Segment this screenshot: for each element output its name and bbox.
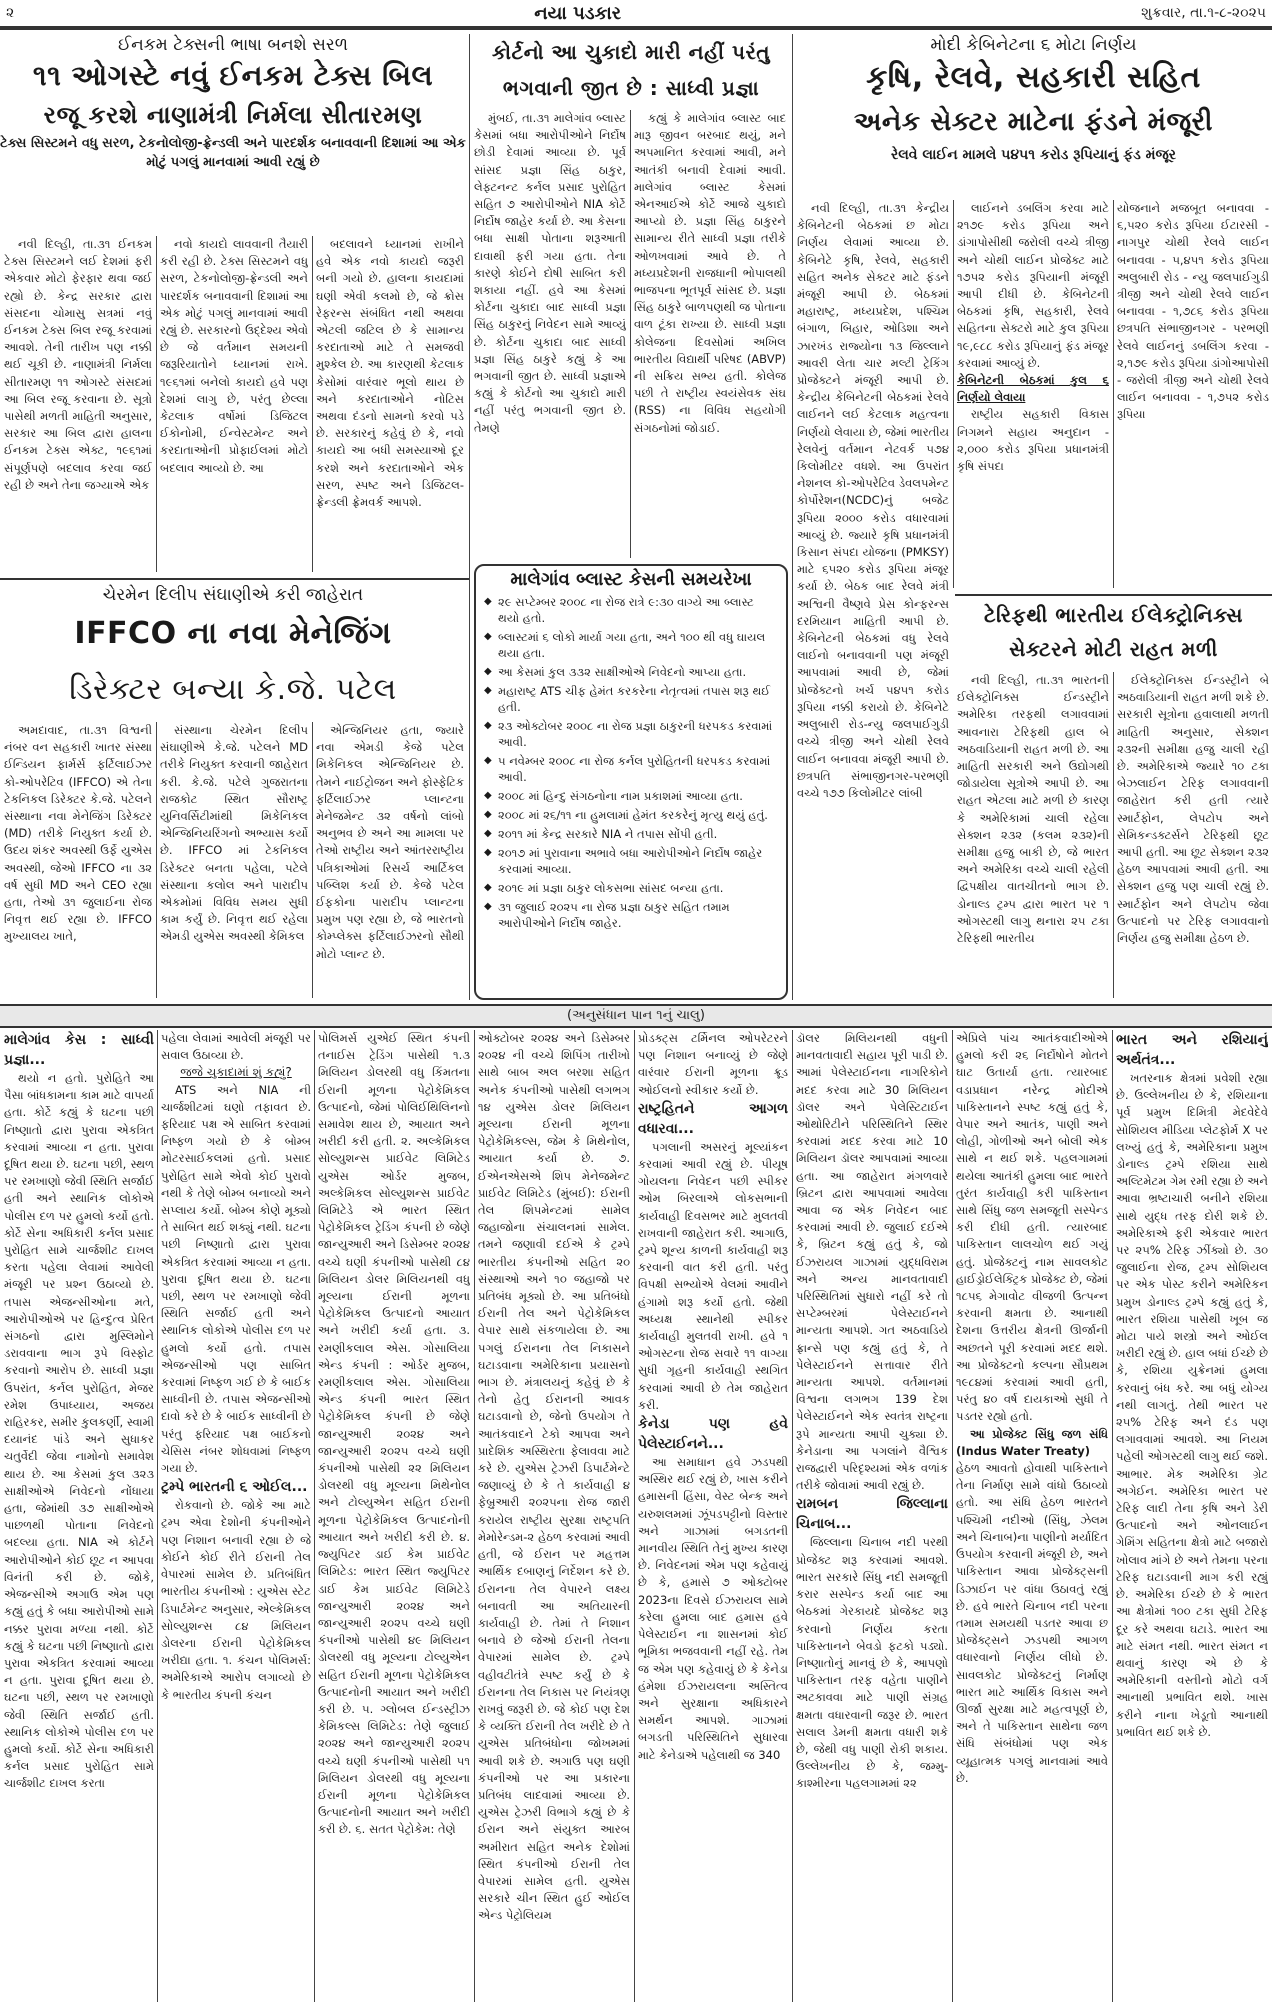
- article-text: એન્જિનિયર હતા, જ્યારે નવા એમડી કેજે પટેલ મિકેનિકલ એન્જિનિયર છે. તેમને નાઈટ્રોજન અને ફોસ્ફેટિક ફર્ટિલાઈઝર પ્લાન્ટના મેનેજમેન્ટ ૩૨ વર્ષનો લાંબો અનુભવ છે અને આ મામલા પર તેઓ રાષ્ટ્રીય અને આંતરરાષ્ટ્રીય પત્રિકાઓમાં રિસર્ચ આર્ટિકલ પબ્લિશ કર્યા છે. કેજે પટેલ ઈફકોના પારાદીપ પ્લાન્ટના પ્રમુખ પણ રહ્યા છે, જે ભારતનો કોમ્પ્લેક્સ ફર્ટિલાઈઝરનો સૌથી મોટો પ્લાન્ટ છે.: [316, 723, 464, 961]
- newspaper-title: નયા પડકાર: [534, 2, 622, 24]
- timeline-item: ◆ આ કેસમાં કુલ ૩૩૨ સાક્ષીઓએ નિવેદનો આપ્યા હતા.: [484, 664, 778, 680]
- cont-col-8: [1116, 1030, 1268, 2002]
- iffco-headline-2: ડિરેક્ટર બન્યા કે.જે. પટેલ: [69, 672, 397, 707]
- section-divider: [469, 34, 470, 1000]
- article-text: હેઠળ આવતો હોવાથી પાકિસ્તાને તેના નિર્માણ સામે વાંધો ઉઠાવ્યો હતો. આ સંધિ હેઠળ ભારતને પશ્ચિમી નદીઓ (સિંધુ, ઝેલમ અને ચિનાબ)ના પાણીનો મર્યાદિત ઉપયોગ કરવાની મંજૂરી છે, અને પાકિસ્તાન આવા પ્રોજેક્ટ્સની ડિઝાઈન પર વાંધા ઉઠાવતું રહ્યું છે. હવે ભારતે ચિનાબ નદી પરના તમામ સમયથી પડતર આવા છ પ્રોજેક્ટ્સને ઝડપથી આગળ વધારવાનો નિર્ણય લીધો છે. સાવલકોટ પ્રોજેક્ટનું નિર્માણ ભારત માટે આર્થિક વિકાસ અને ઊર્જા સુરક્ષા માટે મહત્વપૂર્ણ છે, અને તે પાકિસ્તાન સાથેના જળ સંધિ સંબંધોમાં પણ એક વ્યૂહાત્મક પગલું માનવામાં આવે છે.: [956, 1461, 1108, 1785]
- article-text: ATS અને NIA ની ચાર્જશીટમાં ઘણો તફાવત છે. ફરિયાદ પક્ષ એ સાબિત કરવામાં નિષ્ફળ ગયો છે કે બોમ્બ મોટરસાઈકલમાં હતો. પ્રસાદ પુરોહિત સામે એવો કોઈ પુરાવો નથી કે તેણે બોમ્બ બનાવ્યો અને સપ્લાય કર્યો. બોમ્બ કોણે મૂક્યો તે સાબિત થઈ શક્યું નથી. ઘટના પછી નિષ્ણાતો દ્વારા પુરાવા એકત્રિત કરવામાં આવ્યા ન હતા. પુરાવા દૂષિત થયા છે. ઘટના પછી, સ્થળ પર રમખાણો જેવી સ્થિતિ સર્જાઈ હતી અને સ્થાનિક લોકોએ પોલીસ દળ પર હુમલો કર્યો હતો. તપાસ એજન્સીઓ પણ સાબિત કરવામાં નિષ્ફળ ગઈ છે કે બાઈક સાધ્વીની છે. તપાસ એજન્સીઓ દાવો કરે છે કે બાઈક સાધ્વીની છે પરંતુ ફરિયાદ પક્ષ બાઈકનો ચેસિસ નંબર શોધવામાં નિષ્ફળ ગયા છે.: [161, 1082, 311, 1476]
- income-tax-col-1: [4, 236, 152, 572]
- timeline-box: [474, 564, 788, 1000]
- article-text: લાઈનને ડબલિંગ કરવા માટે ૨૧૭૯ કરોડ રૂપિયા અને ડાંગાપોસીથી જરોલી વચ્ચે ત્રીજી અને ચોથી લાઈન પ્રોજેક્ટ માટે ૧૭૫૨ કરોડ રૂપિયાની મંજૂરી આપી દીધી છે. કેબિનેટની બેઠકમાં કૃષિ, સહકારી, રેલવે સહિતના સેક્ટરો માટે કુલ રૂપિયા ૧૯,૯૮૮ કરોડ રૂપિયાનું ફંડ મંજૂર કરવામાં આવ્યું છે.: [957, 201, 1109, 370]
- cabinet-col-3: [1117, 200, 1269, 588]
- column-divider: [156, 236, 157, 572]
- iffco-col-3: [316, 722, 464, 998]
- masthead: [0, 0, 1272, 26]
- timeline-item: ◆ ૩૧ જુલાઈ ૨૦૨૫ ના રોજ પ્રજ્ઞા ઠાકુર સહિત તમામ આરોપીઓને નિર્દોષ જાહેર.: [484, 899, 778, 931]
- story-electronics: [955, 598, 1272, 668]
- iffco-col-2: [160, 722, 308, 998]
- timeline-item: ◆ ૨૩ ઓક્ટોબર ૨૦૦૮ ના રોજ પ્રજ્ઞા ઠાકુરની ધરપકડ કરવામાં આવી.: [484, 718, 778, 750]
- article-text: નવી દિલ્હી, તા.૩૧ ઈનકમ ટેક્સ સિસ્ટમને લઈ દેશમાં ફરી એકવાર મોટો ફેરફાર થવા જઈ રહ્યો છે. કેન્દ્ર સરકાર દ્વારા સંસદના ચોમાસુ સત્રમાં નવું ઈનકમ ટેક્સ બિલ રજૂ કરવામાં આવશે. તેની તારીખ પણ નક્કી થઈ ચૂકી છે. નાણામંત્રી નિર્મલા સીતારમણ ૧૧ ઓગસ્ટે સંસદમાં આ બિલ રજૂ કરવાના છે. સૂત્રો પાસેથી મળતી માહિતી અનુસાર, સરકાર આ બિલ દ્વારા હાલના ઈનકમ ટેક્સ એક્ટ, ૧૯૬૧માં સંપૂર્ણપણે બદલાવ કરવા જઈ રહી છે અને તેના જગ્યાએ એક: [4, 237, 152, 492]
- electronics-headline-2: સેક્ટરને મોટી રાહત મળી: [1009, 637, 1218, 661]
- electronics-col-2: [1117, 672, 1269, 998]
- story-income-tax: [0, 34, 466, 230]
- column-divider: [157, 1030, 158, 2002]
- income-tax-kicker: ઈનકમ ટેક્સની ભાષા બનશે સરળ: [118, 35, 348, 55]
- article-text: ઈલેક્ટ્રોનિક્સ ઈન્ડસ્ટ્રીને બે અઠવાડિયાની રાહત મળી શકે છે. સરકારી સૂત્રોના હવાલાથી મળતી માહિતી અનુસાર, સેક્શન ૨૩૨ની સમીક્ષા હજુ ચાલી રહી છે. અમેરિકાએ જ્યારે ૧૦ ટકા બેઝલાઈન ટેરિફ લગાવવાની જાહેરાત કરી હતી ત્યારે સ્માર્ટફોન, લેપટોપ અને સેમિકન્ડક્ટર્સને ટેરિફથી છૂટ આપી હતી. આ છૂટ સેક્શન ૨૩૨ હેઠળ આપવામાં આવી હતી. આ સેક્શન હજુ પણ ચાલી રહ્યું છે. સ્માર્ટફોન અને લેપટોપ જેવા ઉત્પાદનો પર ટેરિફ લગાવવાનો નિર્ણય હજુ સમીક્ષા હેઠળ છે.: [1117, 673, 1269, 946]
- income-tax-col-2: [160, 236, 308, 572]
- article-text: થયો ન હતો. પુરોહિતે આ પૈસા બાંધકામના કામ માટે વાપર્યા હતા. કોર્ટે કહ્યું કે ઘટના પછી નિષ્ણાતો દ્વારા પુરાવા એકત્રિત કરવામાં આવ્યા ન હતા. પુરાવા દૂષિત થયા છે. ઘટના પછી, સ્થળ પર રમખાણો જેવી સ્થિતિ સર્જાઈ હતી અને સ્થાનિક લોકોએ પોલીસ દળ પર હુમલો કર્યો હતો. કોર્ટે સેના અધિકારી કર્નલ પ્રસાદ પુરોહિત સામે ચાર્જશીટ દાખલ કરતા પહેલા લેવામાં આવેલી મંજૂરી પર પ્રશ્ન ઉઠાવ્યો છે. તપાસ એજન્સીઓના મતે, આરોપીઓએ પર હિન્દુત્વ પ્રેરિત સંગઠનો દ્વારા મુસ્લિમોને ડરાવવાના ભાગ રૂપે વિસ્ફોટ કરવાનો આરોપ છે. સાધ્વી પ્રજ્ઞા ઉપરાંત, કર્નલ પુરોહિત, મેજર રમેશ ઉપાધ્યાય, અજય રાહિરકર, સમીર કુલકર્ણી, સ્વામી દયાનંદ પાંડે અને સુધાકર ચતુર્વેદી જેવા નામોનો સમાવેશ થાય છે. આ કેસમાં કુલ ૩૨૩ સાક્ષીઓએ નિવેદનો નોંધાયા હતા, જેમાંથી ૩૭ સાક્ષીઓએ પાછળથી પોતાના નિવેદનો બદલ્યા હતા. NIA એ કોર્ટને આરોપીઓને કોઈ છૂટ ન આપવા વિનંતી કરી છે. જોકે, એજન્સીએ અગાઉ એમ પણ કહ્યું હતું કે બધા આરોપીઓ સામે નક્કર પુરાવા મળ્યા નથી. કોર્ટે કહ્યું કે ઘટના પછી નિષ્ણાતો દ્વારા પુરાવા એકત્રિત કરવામાં આવ્યા ન હતા. પુરાવા દૂષિત થયા છે. ઘટના પછી, સ્થળ પર રમખાણો જેવી સ્થિતિ સર્જાઈ હતી. સ્થાનિક લોકોએ પોલીસ દળ પર હુમલો કર્યો. કોર્ટે સેના અધિકારી કર્નલ પ્રસાદ પુરોહિત સામે ચાર્જશીટ દાખલ કરતા: [4, 1071, 154, 1791]
- cont-col-3: [318, 1030, 470, 2002]
- cabinet-kicker: મોદી કેબિનેટના ૬ મોટા નિર્ણય: [930, 35, 1137, 55]
- column-divider: [1113, 672, 1114, 998]
- timeline-item: ◆ ૨૦૦૮ માં હિન્દુ સંગઠનોના નામ પ્રકાશમાં આવ્યા હતા.: [484, 788, 778, 804]
- article-text: યોજનાને મજબૂત બનાવવા - ૬,૫૨૦ કરોડ રૂપિયા ઈટારસી - નાગપુર ચોથી રેલવે લાઈન બનાવવા - ૫,૪૫૧ કરોડ રૂપિયા અલુબારી રોડ - ન્યુ જલપાઈગુડી ત્રીજી અને ચોથી રેલવે લાઈન બનાવવા - ૧,૭૮૬ કરોડ રૂપિયા છત્રપતિ સંભાજીનગર - પરભણી રેલવે લાઈનનું ડબલિંગ કરવા - ૨,૧૭૯ કરોડ રૂપિયા ડાંગોઆપોસી - જરોલી ત્રીજી અને ચોથી રેલવે લાઈન બનાવવા - ૧,૭૫૨ કરોડ રૂપિયા: [1117, 201, 1269, 422]
- cont-col-2: [161, 1030, 311, 2002]
- article-text: જિલ્લાના ચિનાબ નદી પરથી પ્રોજેક્ટ શરૂ કરવામાં આવશે. ભારત સરકારે સિંધુ નદી સમજૂતી કરાર સસ્પેન્ડ કર્યા બાદ આ બેઠકમાં ગેરકાયદે પ્રોજેક્ટ શરૂ કરવાનો નિર્ણય કરતા પાકિસ્તાનને બેવડો ફટકો પડ્યો. નિષ્ણાતોનું માનવું છે કે, આપણો પાકિસ્તાન તરફ વહેતા પાણીને અટકાવવા માટે પાણી સંગ્રહ ક્ષમતા વધારવાની જરૂર છે. ભારત સલાલ ડેમની ક્ષમતા વધારી શકે છે, જેથી વધુ પાણી રોકી શકાય. ઉલ્લેખનીય છે કે, જમ્મુ-કાશ્મીરના પહલગામમાં ૨૨: [796, 1535, 948, 1791]
- article-text: નવો કાયદો લાવવાની તૈયારી કરી રહી છે. ટેક્સ સિસ્ટમને વધુ સરળ, ટેકનોલોજી-ફ્રેન્ડલી અને પારદર્શક બનાવવાની દિશામાં આ એક મોટું પગલું માનવામાં આવી રહ્યું છે. સરકારનો ઉદ્દેશ્ય એવો છે જે વર્તમાન સમયની જરૂરિયાતોને ધ્યાનમાં રાખે. ૧૯૬૧માં બનેલો કાયદો હવે પણ દેશમાં લાગુ છે, પરંતુ છેલ્લા કેટલાક વર્ષોમાં ડિજિટલ ઈકોનોમી, ઈન્વેસ્ટમેન્ટ અને કરદાતાઓની પ્રોફાઈલમાં મોટો બદલાવ આવ્યો છે. આ: [160, 237, 308, 475]
- timeline-title: માલેગાંવ બ્લાસ્ટ કેસની સમયરેખા: [510, 569, 752, 590]
- column-divider: [630, 110, 631, 558]
- iffco-kicker: ચેરમેન દિલીપ સંઘાણીએ કરી જાહેરાત: [102, 585, 364, 605]
- article-text: પોલિમર્સ યુએઈ સ્થિત કંપની તનાઈસ ટ્રેડિંગ પાસેથી ૧.૩ મિલિયન ડોલરથી વધુ કિંમતના ઈરાની મૂળના પેટ્રોકેમિકલ ઉત્પાદનો, જેમાં પોલિઈથિલિનનો સમાવેશ થાય છે, આયાત અને ખરીદી કરી હતી. ૨. અલ્કેમિકલ સોલ્યુશન્સ પ્રાઈવેટ લિમિટેડ યુએસ ઓર્ડર મુજબ, અલ્કેમિકલ સોલ્યુશન્સ પ્રાઈવેટ લિમિટેડે એ ભારત સ્થિત પેટ્રોકેમિકલ ટ્રેડિંગ કંપની છે જેણે જાન્યુઆરી અને ડિસેમ્બર ૨૦૨૪ વચ્ચે ઘણી કંપનીઓ પાસેથી ૮૪ મિલિયન ડોલર મિલિયનથી વધુ મૂલ્યના ઈરાની મૂળના પેટ્રોકેમિકલ ઉત્પાદનો આયાત અને ખરીદી કર્યા હતા. ૩. રમણીકલાલ એસ. ગોસાલિયા એન્ડ કંપની : ઓર્ડર મુજબ, રમણીકલાલ એસ. ગોસાલિયા એન્ડ કંપની ભારત સ્થિત પેટ્રોકેમિકલ કંપની છે જેણે જાન્યુઆરી ૨૦૨૪ અને જાન્યુઆરી ૨૦૨૫ વચ્ચે ઘણી કંપનીઓ પાસેથી ૨૨ મિલિયન ડોલરથી વધુ મૂલ્યના મિથેનોલ અને ટોલ્યુએન સહિત ઈરાની મૂળના પેટ્રોકેમિકલ ઉત્પાદનોની આયાત અને ખરીદી કરી છે. ૪. જ્યુપિટર ડાઈ કેમ પ્રાઈવેટ લિમિટેડ: ભારત સ્થિત જ્યુપિટર ડાઈ કેમ પ્રાઈવેટ લિમિટેડે જાન્યુઆરી ૨૦૨૪ અને જાન્યુઆરી ૨૦૨૫ વચ્ચે ઘણી કંપનીઓ પાસેથી ૪૯ મિલિયન ડોલરથી વધુ મૂલ્યના ટોલ્યુએન સહિત ઈરાની મૂળના પેટ્રોકેમિકલ ઉત્પાદનોની આયાત અને ખરીદી કરી છે. ૫. ગ્લોબલ ઈન્ડસ્ટ્રીઝ કેમિકલ્સ લિમિટેડ: તેણે જુલાઈ ૨૦૨૪ અને જાન્યુઆરી ૨૦૨૫ વચ્ચે ઘણી કંપનીઓ પાસેથી ૫૧ મિલિયન ડોલરથી વધુ મૂલ્યના ઈરાની મૂળના પેટ્રોકેમિકલ ઉત્પાદનોની આયાત અને ખરીદી કરી છે. ૬. સતત પેટ્રોકેમ: તેણે: [318, 1031, 470, 1837]
- column-divider: [952, 1030, 953, 2002]
- cont-subheading-indus: આ પ્રોજેક્ટ સિંધુ જળ સંધિ (Indus Water Treaty): [956, 1426, 1108, 1458]
- article-text: પગલાની અસરનું મૂલ્યાંકન કરવામાં આવી રહ્યું છે. પીયૂષ ગોયલના નિવેદન પછી સ્પીકર ઓમ બિરલાએ લોકસભાની કાર્યવાહી દિવસભર માટે મુલતવી રાખવાની જાહેરાત કરી. આગાઉ, ટ્રમ્પે શૂન્ય કાળની કાર્યવાહી શરૂ કરવાની વાત કરી હતી. પરંતુ વિપક્ષી સભ્યોએ વેલમાં આવીને હંગામો શરૂ કર્યો હતો. જેથી અધ્યક્ષ સ્થાનેથી સ્પીકર કાર્યવાહી મુલતવી રાખી. હવે ૧ ઓગસ્ટના રોજ સવારે ૧૧ વાગ્યા સુધી ગૃહની કાર્યવાહી સ્થગિત કરવામાં આવી છે તેમ જાહેરાત કરી.: [638, 1139, 788, 1412]
- timeline-item: ◆ ૨૦૧૭ માં પુરાવાના અભાવે બધા આરોપીઓને નિર્દોષ જાહેર કરવામાં આવ્યા.: [484, 845, 778, 877]
- article-text: નવી દિલ્હી, તા.૩૧ કેન્દ્રીય કેબિનેટની બેઠકમાં છ મોટા નિર્ણય લેવામાં આવ્યા છે. કેબિનેટે કૃષિ, રેલવે, સહકારી સહિત અનેક સેક્ટર માટે ફંડને મંજૂરી આપી છે. બેઠકમાં મહારાષ્ટ્ર, મધ્યપ્રદેશ, પશ્ચિમ બંગાળ, બિહાર, ઓડિશા અને ઝારખંડ રાજ્યોના ૧૩ જિલ્લાને આવરી લેતા ચાર મલ્ટી ટ્રેકિંગ પ્રોજેક્ટને મંજૂરી આપી છે. કેન્દ્રીય કેબિનેટની બેઠકમાં રેલવે લાઈનને લઈ કેટલાક મહત્વના નિર્ણયો લેવાયા છે, જેમાં ભારતીય રેલવેનું વર્તમાન નેટવર્ક ૫૭૪ કિલોમીટર વધશે. આ ઉપરાંત નેશનલ કો-ઓપરેટિવ ડેવલપમેન્ટ કોર્પોરેશન(NCDC)નું બજેટ રૂપિયા ૨૦૦૦ કરોડ વધારવામાં આવ્યું છે. જ્યારે કૃષિ પ્રધાનમંત્રી કિસાન સંપદા યોજના (PMKSY) માટે ૬૫૨૦ કરોડ રૂપિયા મંજૂર કર્યા છે. બેઠક બાદ રેલવે મંત્રી અશ્વિની વૈષ્ણવે પ્રેસ કોન્ફરન્સ દરમિયાન માહિતી આપી છે. કેબિનેટની બેઠકમાં વધુ રેલવે લાઈનો બનાવવાની પણ મંજૂરી આપવામાં આવી છે, જેમાં પ્રોજેક્ટનો ખર્ચ ૫૪૫૧ કરોડ રૂપિયા નક્કી કરાયો છે. કેબિનેટે અલુબારી રોડ-ન્યુ જલપાઈગુડી વચ્ચે ત્રીજી અને ચોથી રેલવે લાઈન બનાવવા મંજૂરી આપી છે. છત્રપતિ સંભાજીનગર-પરભણી વચ્ચે ૧૭૭ કિલોમીટર લાંબી: [797, 201, 949, 800]
- article-text: પ્રોડક્ટ્સ ટર્મિનલ ઓપરેટરને પણ નિશાન બનાવ્યું છે જેણે વારંવાર ઈરાની મૂળના ક્રૂડ ઓઈલનો સ્વીકાર કર્યો છે.: [638, 1031, 788, 1097]
- article-text: નવી દિલ્હી, તા.૩૧ ભારતની ઈલેક્ટ્રોનિક્સ ઈન્ડસ્ટ્રીને અમેરિકા તરફથી લગાવવામાં આવનારા ટેરિફથી હાલ બે અઠવાડિયાની રાહત મળી છે. આ માહિતી સરકારી અને ઉદ્યોગથી જોડાયેલા સૂત્રોએ આપી છે. આ રાહત એટલા માટે મળી છે કારણ કે અમેરિકામાં ચાલી રહેલા સેક્શન ૨૩૨ (કલમ ૨૩૨)ની સમીક્ષા હજુ બાકી છે, જે ભારત અને અમેરિકા વચ્ચે ચાલી રહેલી દ્વિપક્ષીય વાતચીતનો ભાગ છે. ડોનાલ્ડ ટ્રમ્પ દ્વારા ભારત પર ૧ ઓગસ્ટથી લાગુ થનારા ૨૫ ટકા ટેરિફથી ભારતીય: [957, 673, 1109, 946]
- cont-heading-russia: ભારત અને રશિયાનું અર્થતંત્ર...: [1116, 1032, 1268, 1068]
- story-iffco: [0, 584, 466, 718]
- story-court: [472, 34, 790, 106]
- timeline-item: ◆ ૨૯ સપ્ટેમ્બર ૨૦૦૮ ના રોજ રાત્રે ૯:૩૦ વાગ્યે આ બ્લાસ્ટ થયો હતો.: [484, 594, 778, 626]
- cont-col-5: [638, 1030, 788, 2002]
- cabinet-headline-1: કૃષિ, રેલવે, સહકારી સહિત: [866, 60, 1201, 95]
- article-text: ખતરનાક ક્ષેત્રમાં પ્રવેશી રહ્યા છે. ઉલ્લેખનીય છે કે, રશિયાના પૂર્વ પ્રમુખ દિમિત્રી મેદવેદેવે સોશિયલ મીડિયા પ્લેટફોર્મ X પર લખ્યું હતું કે, અમેરિકાના પ્રમુખ ડોનાલ્ડ ટ્રમ્પે રશિયા સાથે અલ્ટિમેટમ ગેમ રમી રહ્યા છે અને આવા ભ્રષ્ટાચારી બનીને રશિયા સાથે યુદ્ધ તરફ દોરી શકે છે. અમેરિકાએ ફરી એકવાર ભારત પર ૨૫% ટેરિફ ઝીંક્યો છે. ૩૦ જુલાઈના રોજ, ટ્રમ્પ સોશિયલ પર એક પોસ્ટ કરીને અમેરિકન પ્રમુખ ડોનાલ્ડ ટ્રમ્પે કહ્યું હતું કે, ભારત રશિયા પાસેથી ખૂબ જ મોટા પાયે શસ્ત્રો અને ઓઈલ ખરીદી રહ્યું છે. હાલ બધાં ઈચ્છે છે કે, રશિયા યુક્રેનમાં હુમલા કરવાનું બંધ કરે. આ બધું યોગ્ય નથી લાગતું. તેથી ભારત પર ૨૫% ટેરિફ અને દંડ પણ લગાવવામાં આવશે. આ નિયમ પહેલી ઓગસ્ટથી લાગુ થઈ જશે. આભાર. મેક અમેરિકા ગ્રેટ અગેઈન. અમેરિકા ભારત પર ટેરિફ લાદી તેના કૃષિ અને ડેરી ઉત્પાદનો અને ઓનલાઈન ગેમિંગ સહિતના ક્ષેત્રો માટે બજારો ખોલાવ માંગે છે અને તેમના પરના ટેરિફ ઘટાડવાની માગ કરી રહ્યું છે. અમેરિકા ઈચ્છે છે કે ભારત આ ક્ષેત્રોમાં ૧૦૦ ટકા સુધી ટેરિફ દૂર કરે અથવા ઘટાડે. ભારત આ માટે સંમત નથી. ભારત સંમત ન થવાનું કારણ એ છે કે અમેરિકાની વસ્તીનો મોટો વર્ગ આનાથી પ્રભાવિત થશે. ખાસ કરીને નાના ખેડૂતો આનાથી પ્રભાવિત થઈ શકે છે.: [1116, 1071, 1268, 1739]
- electronics-col-1: [957, 672, 1109, 998]
- column-divider: [312, 722, 313, 998]
- cont-col-4: [478, 1030, 630, 2002]
- column-divider: [474, 1030, 475, 2002]
- cont-col-1: [4, 1030, 154, 2002]
- income-tax-headline-1: ૧૧ ઓગસ્ટે નવું ઈનકમ ટેક્સ બિલ: [32, 59, 434, 92]
- cabinet-subheading: કેબિનેટની બેઠકમાં કુલ ૬ નિર્ણયો લેવાયા: [957, 373, 1109, 405]
- column-divider: [953, 200, 954, 588]
- column-divider: [312, 236, 313, 572]
- cont-heading-trump-oil: ટ્રમ્પે ભારતની ૬ ઓઈલ...: [161, 1479, 308, 1496]
- electronics-headline-1: ટેરિફથી ભારતીય ઈલેક્ટ્રોનિક્સ: [984, 603, 1243, 627]
- cont-heading-ramban: રામબન જિલ્લાના ચિનાબ...: [796, 1496, 948, 1533]
- issue-date: શુક્રવાર, તા.૧-૮-૨૦૨૫: [1141, 5, 1266, 21]
- timeline-item: ◆ ૨૦૦૮ માં ૨૬/૧૧ ના હુમલામાં હેમંત કરકરેનું મૃત્યુ થયું હતું.: [484, 807, 778, 823]
- court-col-1: [474, 110, 626, 558]
- section-rule: [955, 594, 1272, 596]
- cabinet-headline-2: અનેક સેક્ટર માટેના ફંડને મંજૂરી: [853, 107, 1213, 137]
- timeline-list: [476, 594, 786, 931]
- column-divider: [792, 1030, 793, 2002]
- cont-heading-canada: કેનેડા પણ હવે પેલેસ્ટાઈનને...: [638, 1416, 788, 1453]
- income-tax-col-3: [316, 236, 464, 572]
- cont-heading-national-interest: રાષ્ટ્રહિતને આગળ વધારવા...: [638, 1100, 788, 1137]
- cont-col-7: [956, 1030, 1108, 2002]
- section-divider: [792, 34, 793, 1000]
- cont-heading-malegaon: માલેગાંવ કેસ : સાધ્વી પ્રજ્ઞા...: [4, 1032, 154, 1068]
- article-text: મુંબઈ, તા.૩૧ માલેગાંવ બ્લાસ્ટ કેસમાં બધા આરોપીઓને નિર્દોષ છોડી દેવામાં આવ્યા છે. પૂર્વ સાંસદ પ્રજ્ઞા સિંહ ઠાકુર, લેફ્ટનન્ટ કર્નલ પ્રસાદ પુરોહિત સહિત ૭ આરોપીઓને NIA કોર્ટે નિર્દોષ જાહેર કર્યા છે. આ કેસના બધા સાક્ષી પોતાના શરૂઆતી દાવાથી ફરી ગયા હતા. તેના કારણે કોઈને દોષી સાબિત કરી શકાયા નહીં. હવે આ કેસમાં કોર્ટના ચુકાદા બાદ સાધ્વી પ્રજ્ઞા સિંહ ઠાકુરનું નિવેદન સામે આવ્યું છે. કોર્ટના ચુકાદા બાદ સાધ્વી પ્રજ્ઞા સિંહ ઠાકુરે કહ્યું કે આ ભગવાની જીત છે. સાધ્વી પ્રજ્ઞાએ કહ્યું કે કોર્ટનો આ ચુકાદો મારી નહીં પરંતુ ભગવાની જીત છે. તેમણે: [474, 111, 626, 435]
- timeline-item: ◆ મહારાષ્ટ્ર ATS ચીફ હેમંત કરકરેના નેતૃત્વમાં તપાસ શરૂ થઈ હતી.: [484, 683, 778, 715]
- court-headline-2: ભગવાની જીત છે : સાધ્વી પ્રજ્ઞા: [502, 76, 760, 100]
- timeline-item: ◆ ૫ નવેમ્બર ૨૦૦૮ ના રોજ કર્નલ પુરોહિતની ધરપકડ કરવામાં આવી.: [484, 753, 778, 785]
- income-tax-deck: ટેક્સ સિસ્ટમને વધુ સરળ, ટેકનોલોજી-ફ્રેન્ડલી અને પારદર્શક બનાવવાની દિશામાં આ એક મોટું પગલું માનવામાં આવી રહ્યું છે: [0, 136, 466, 170]
- article-text: ડૉલર મિલિયનથી વધુની માનવતાવાદી સહાય પૂરી પાડી છે. આમાં પેલેસ્ટાઈનના નાગરિકોને મદદ કરવા માટે 30 મિલિયન ડૉલર અને પેલેસ્ટિટાઈન ઓથોરિટીને પરિસ્થિતિને સ્થિર કરવામાં મદદ કરવા માટે 10 મિલિયન ડૉલર આપવામાં આવ્યા હતા. આ જાહેરાત મંગળવારે બ્રિટન દ્વારા આપવામાં આવેલા આવા જ એક નિવેદન બાદ કરવામાં આવી છે. જુલાઈ દઈએ કે, બ્રિટન કહ્યું હતું કે, જો ઈઝરાયલ ગાઝામાં યુદ્ધવિરામ અને અન્ય માનવતાવાદી પરિસ્થિતિમાં સુધારો નહીં કરે તો સપ્ટેમ્બરમાં પેલેસ્ટાઈનને માન્યતા આપશે. ગત અઠવાડિયે ફ્રાન્સે પણ કહ્યું હતું કે, તે પેલેસ્ટાઈનને સત્તાવાર રીતે માન્યતા આપશે. વર્તમાનમાં વિશ્વના લગભગ 139 દેશ પેલેસ્ટાઈનને એક સ્વતંત્ર રાષ્ટ્રના રૂપે માન્યતા આપી ચુક્યા છે. કેનેડાના આ પગલાંને વૈશ્વિક રાજદ્વારી પરિદૃશ્યમાં એક વળાંક તરીકે જોવામાં આવી રહ્યું છે.: [796, 1031, 948, 1493]
- article-text: એપ્રિલે પાંચ આતંકવાદીઓએ હુમલો કરી ૨૬ નિર્દોષોને મોતને ઘાટ ઉતાર્યા હતા. ત્યારબાદ વડાપ્રધાન નરેન્દ્ર મોદીએ પાકિસ્તાનને સ્પષ્ટ કહ્યું હતું કે, વેપાર અને આતંક, પાણી અને લોહી, ગોળીઓ અને બોલી એક સાથે ન થઈ શકે. પહલગામમાં થયેલા આતંકી હુમલા બાદ ભારતે તુરંત કાર્યવાહી કરી પાકિસ્તાન સાથે સિંધુ જળ સમજૂતી સસ્પેન્ડ કરી દીધી હતી. ત્યારબાદ પાકિસ્તાન લાલચોળ થઈ ગયું હતું. પ્રોજેક્ટનું નામ સાવલકોટ હાઈડ્રોઈલેક્ટ્રિક પ્રોજેક્ટ છે, જેમાં ૧૮૫૬ મેગાવોટ વીજળી ઉત્પન્ન કરવાની ક્ષમતા છે. આનાથી દેશના ઉત્તરીય ક્ષેત્રની ઊર્જાની અછતને પૂરી કરવામાં મદદ થશે. આ પ્રોજેક્ટનો કલ્પના સૌપ્રથમ ૧૯૮૪માં કરવામાં આવી હતી, પરંતુ ૪૦ વર્ષ દાયકાઓ સુધી તે પડતર રહ્યો હતો.: [956, 1031, 1108, 1424]
- page-number: ૨: [6, 5, 15, 21]
- timeline-item: ◆ બ્લાસ્ટમાં ૬ લોકો માર્યા ગયા હતા, અને ૧૦૦ થી વધુ ઘાયલ થયા હતા.: [484, 629, 778, 661]
- court-headline-1: કોર્ટનો આ ચુકાદો મારી નહીં પરંતુ: [491, 40, 771, 64]
- article-text: રાષ્ટ્રીય સહકારી વિકાસ નિગમને સહાય અનુદાન - ૨,૦૦૦ કરોડ રૂપિયા પ્રધાનમંત્રી કૃષિ સંપદા: [957, 407, 1109, 474]
- timeline-item: ◆ ૨૦૧૧ માં કેન્દ્ર સરકારે NIA ને તપાસ સોંપી હતી.: [484, 826, 778, 842]
- income-tax-headline-2: રજૂ કરશે નાણામંત્રી નિર્મલા સીતારમણ: [43, 101, 423, 129]
- court-col-2: [634, 110, 786, 558]
- article-text: રોકવાનો છે. જોકે આ માટે ટ્રમ્પ એવા દેશોની કંપનીઓને પણ નિશાન બનાવી રહ્યા છે જે કોઈને કોઈ રીતે ઈરાની તેલ વેપારમાં સામેલ છે. પ્રતિબંધિત ભારતીય કંપનીઓ : યુએસ સ્ટેટ ડિપાર્ટમેન્ટ અનુસાર, એલ્કેમિકલ સોલ્યુશન્સ ૮૪ મિલિયન ડોલરના ઈરાની પેટ્રોકેમિકલ ખરીદ્યા હતા. ૧. કંચન પોલિમર્સ: અમેરિકાએ આરોપ લગાવ્યો છે કે ભારતીય કંપની કંચન: [161, 1498, 311, 1702]
- iffco-headline-1: IFFCO ના નવા મેનેજિંગ: [74, 616, 392, 651]
- column-divider: [156, 722, 157, 998]
- article-text: બદલાવને ધ્યાનમાં રાખીને હવે એક નવો કાયદો જરૂરી બની ગયો છે. હાલના કાયદામાં ઘણી એવી કલમો છે, જે ક્રોસ રેફરન્સ સંબંધિત નથી અથવા એટલી જટિલ છે કે સામાન્ય કરદાતાઓ માટે તે સમજવી મુશ્કેલ છે. આ કારણથી કેટલાક કેસોમાં વારંવાર ભૂલો થાય છે અને કરદાતાઓને નોટિસ અથવા દંડનો સામનો કરવો પડે છે. સરકારનું કહેવું છે કે, નવો કાયદો આ બધી સમસ્યાઓ દૂર કરશે અને કરદાતાઓને એક સરળ, સ્પષ્ટ અને ડિજિટલ-ફ્રેન્ડલી ફ્રેમવર્ક આપશે.: [316, 237, 464, 510]
- masthead-rule: [0, 26, 1272, 30]
- section-rule: [0, 578, 469, 580]
- column-divider: [634, 1030, 635, 2002]
- article-text: આ સમાધાન હવે ઝડપથી અસ્થિર થઈ રહ્યું છે, ખાસ કરીને હમાસની હિંસા, વેસ્ટ બેન્ક અને યરુશલમમાં ઝૂંપડપટ્ટીનો વિસ્તાર અને ગાઝામાં બગડતની માનવીય સ્થિતિ તેનું મુખ્ય કારણ છે. નિવેદનમાં એમ પણ કહેવાયું છે કે, હમાસે ૭ ઓક્ટોબર 2023ના દિવસે ઈઝરાયલ સામે કરેલા હુમલા બાદ હમાસ હવે પેલેસ્ટાઈન ના શાસનમાં કોઈ ભૂમિકા ભજવવાની નહીં રહે. તેમ જ એમ પણ કહેવાયું છે કે કેનેડા હંમેશા ઈઝરાયલના અસ્તિત્વ અને સુરક્ષાના અધિકારને સમર્થન આપશે. ગાઝામાં બગડતી પરિસ્થિતિને સુધારવા માટે કેનેડાએ પહેલાથી જ 340: [638, 1455, 788, 1762]
- continuation-bar: (અનુસંધાન પાન ૧નું ચાલુ): [0, 1004, 1272, 1028]
- column-divider: [1112, 1030, 1113, 2002]
- article-text: ઓક્ટોબર ૨૦૨૪ અને ડિસેમ્બર ૨૦૨૪ ની વચ્ચે શિપિંગ તારીખો સાથે બાબ અલ બરશા સહિત અનેક કંપનીઓ પાસેથી લગભગ ૧૪ યુએસ ડોલર મિલિયન મૂલ્યના ઈરાની મૂળના પેટ્રોકેમિકલ્સ, જેમ કે મિથેનોલ, આયાત કર્યા છે. ૭. ઈએનએસએ શિપ મેનેજમેન્ટ પ્રાઈવેટ લિમિટેડ (મુંબઈ): ઈરાની તેલ શિપમેન્ટમાં સામેલ જહાજોના સંચાલનમાં સામેલ. તમને જણાવી દઈએ કે ટ્રમ્પે ભારતીય કંપનીઓ સહિત ૨૦ સંસ્થાઓ અને ૧૦ જહાજો પર પ્રતિબંધ મૂક્યો છે. આ પ્રતિબંધો ઈરાની તેલ અને પેટ્રોકેમિકલ વેપાર સાથે સંકળાયેલા છે. આ પગલું ઈરાનના તેલ નિકાસને ઘટાડવાના અમેરિકાના પ્રયાસનો ભાગ છે. મંત્રાલયનું કહેવું છે કે તેનો હેતુ ઈરાનની આવક ઘટાડવાનો છે, જેનો ઉપયોગ તે આતંકવાદને ટેકો આપવા અને પ્રાદેશિક અસ્થિરતા ફેલાવવા માટે કરે છે. યુએસ ટ્રેઝરી ડિપાર્ટમેન્ટે જણાવ્યું છે કે તે કાર્યવાહી ૪ ફેબ્રુઆરી ૨૦૨૫ના રોજ જારી કરાયેલ રાષ્ટ્રીય સુરક્ષા રાષ્ટ્રપતિ મેમોરેન્ડમ-૨ હેઠળ કરવામાં આવી હતી, જે ઈરાન પર મહત્તમ આર્થિક દબાણનું નિર્દેશન કરે છે. ઈરાનના તેલ વેપારને લક્ષ્ય બનાવતી આ અતિયારની કાર્યવાહી છે. તેમાં તે નિશાન બનાવે છે જેઓ ઈરાની તેલના વેપારમાં સામેલ છે. ટ્રમ્પે વહીવટીતંત્રે સ્પષ્ટ કર્યું છે કે ઈરાનના તેલ નિકાસ પર નિયંત્રણ રાખવું જરૂરી છે. જે કોઈ પણ દેશ કે વ્યક્તિ ઈરાની તેલ ખરીદે છે તે યુએસ પ્રતિબંધોના જોખમમાં આવી શકે છે. અગાઉ પણ ઘણી કંપનીઓ પર આ પ્રકારના પ્રતિબંધ લાદવામાં આવ્યા છે. યુએસ ટ્રેઝરી વિભાગે કહ્યું છે કે ઈરાન અને સંયુક્ત આરબ અમીરાત સહિત અનેક દેશોમાં સ્થિત કંપનીઓ ઈરાની તેલ વેપારમાં સામેલ હતી. યુએસ સરકારે ચીન સ્થિત હુઈ ઓઈલ એન્ડ પેટ્રોલિયમ: [478, 1031, 630, 1923]
- article-text: સંસ્થાના ચેરમેન દિલીપ સંઘાણીએ કે.જે. પટેલને MD તરીકે નિયુક્ત કરવાની જાહેરાત કરી. કે.જે. પટેલે ગુજરાતના રાજકોટ સ્થિત સૌરાષ્ટ્ર યુનિવર્સિટીમાંથી મિકેનિકલ એન્જિનિયરિંગનો અભ્યાસ કર્યો છે. IFFCO માં ટેકનિકલ ડિરેક્ટર બનતા પહેલા, પટેલે સંસ્થાના કલોલ અને પારાદીપ એકમોમાં વિવિધ સમય સુધી કામ કર્યું છે. નિવૃત્ત થઈ રહેલા એમડી યુએસ અવસ્થી કેમિકલ: [160, 723, 308, 944]
- article-text: અમદાવાદ, તા.૩૧ વિશ્વની નંબર વન સહકારી ખાતર સંસ્થા ઈન્ડિયન ફાર્મર્સ ફર્ટિલાઈઝર કો-ઓપરેટિવ (IFFCO) એ તેના ટેકનિકલ ડિરેક્ટર કે.જે. પટેલને સંસ્થાના નવા મેનેજિંગ ડિરેક્ટર (MD) તરીકે નિયુક્ત કર્યા છે. ઉદય શંકર અવસ્થી ઉર્ફે યુએસ અવસ્થી, જેઓ IFFCO ના ૩૨ વર્ષ સુધી MD અને CEO રહ્યા હતા, તેઓ ૩૧ જુલાઈના રોજ નિવૃત્ત થઈ રહ્યા છે. IFFCO મુખ્યાલય ખાતે,: [4, 723, 152, 944]
- timeline-item: ◆ ૨૦૧૯ માં પ્રજ્ઞા ઠાકુર લોકસભા સાંસદ બન્યા હતા.: [484, 880, 778, 896]
- cabinet-col-1: [797, 200, 949, 994]
- article-text: પહેલા લેવામાં આવેલી મંજૂરી પર સવાલ ઉઠાવ્યા છે.: [161, 1031, 311, 1063]
- story-cabinet: [795, 34, 1272, 194]
- iffco-col-1: [4, 722, 152, 998]
- cont-subheading-judge: જજે ચુકાદામાં શું કહ્યું?: [180, 1065, 292, 1080]
- cabinet-col-2: [957, 200, 1109, 588]
- cont-col-6: [796, 1030, 948, 2002]
- cabinet-deck: રેલવે લાઈન મામલે ૫૪૫૧ કરોડ રૂપિયાનું ફંડ મંજૂર: [890, 147, 1176, 163]
- column-divider: [1113, 200, 1114, 588]
- article-text: કહ્યું કે માલેગાંવ બ્લાસ્ટ બાદ મારૂ જીવન બરબાદ થયું, મને અપમાનિત કરવામાં આવી, મને આતંકી બનાવી દેવામાં આવી. માલેગાંવ બ્લાસ્ટ કેસમાં એનઆઈએ કોર્ટે આજે ચુકાદો આપ્યો છે. પ્રજ્ઞા સિંહ ઠાકુરને સામાન્ય રીતે સાધ્વી પ્રજ્ઞા તરીકે ઓળખવામાં આવે છે. તે મધ્યપ્રદેશની રાજધાની ભોપાલથી ભાજપના ભૂતપૂર્વ સાંસદ છે. પ્રજ્ઞા સિંહ ઠાકુરે બાળપણથી જ પોતાના વાળ ટૂંકા રાખ્યા છે. સાધ્વી પ્રજ્ઞા કોલેજના દિવસોમાં અખિલ ભારતીય વિદ્યાર્થી પરિષદ (ABVP) ની સક્રિય સભ્ય હતી. કોલેજ પછી તે રાષ્ટ્રીય સ્વયંસેવક સંઘ (RSS) ના વિવિધ સહયોગી સંગઠનોમાં જોડાઈ.: [634, 111, 786, 435]
- column-divider: [314, 1030, 315, 2002]
